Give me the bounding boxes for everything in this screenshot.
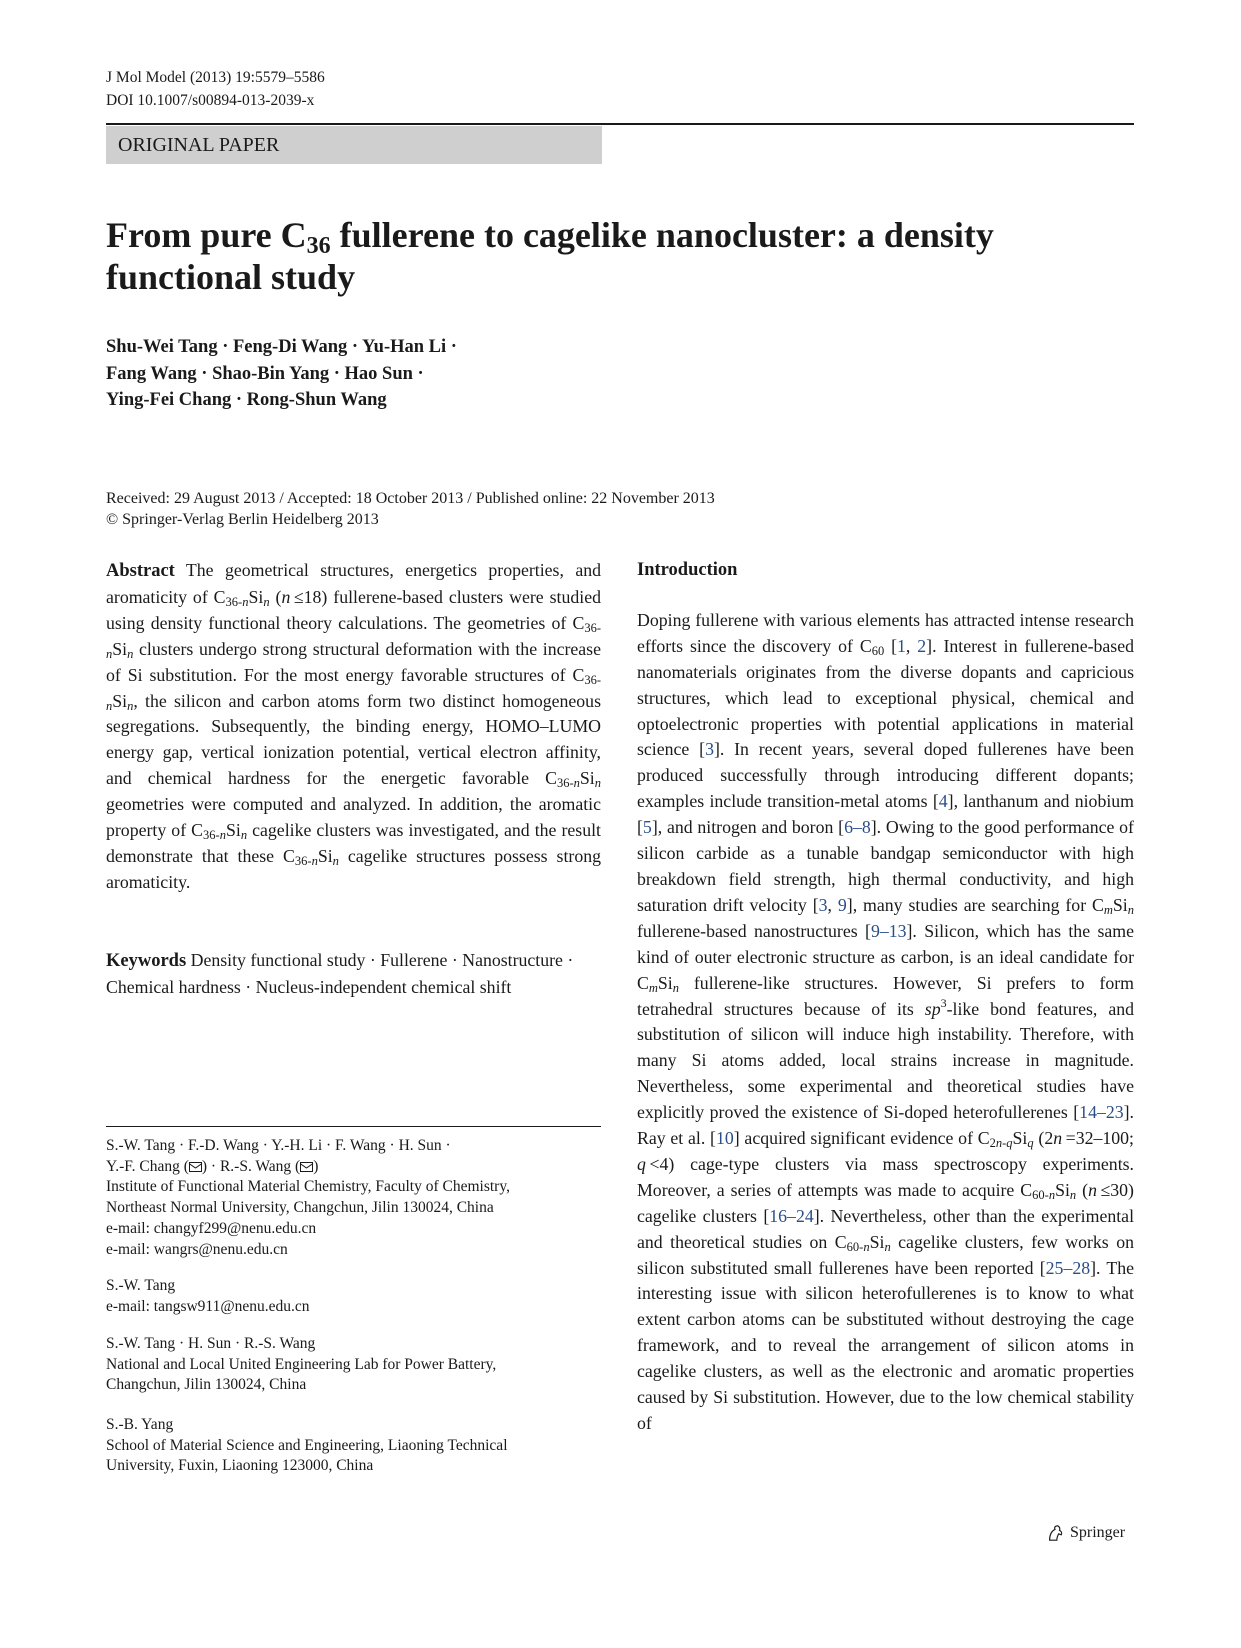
author-line: Ying-Fei Chang · Rong-Shun Wang (106, 390, 387, 410)
affiliation-block-4 (106, 1415, 601, 1477)
publisher-logo (1046, 1524, 1125, 1542)
publisher-name: Springer (1070, 1524, 1126, 1541)
affiliation-names: S.-B. Yang (106, 1416, 174, 1433)
email-envelope-icon (300, 1162, 313, 1172)
citation-link[interactable]: 3 (818, 894, 828, 915)
affiliation-institution: National and Local United Engineering Lab for Power Battery, (106, 1355, 497, 1373)
affiliation-institution: Changchun, Jilin 130024, China (106, 1376, 307, 1394)
affiliation-institution: School of Material Science and Engineering, Liaoning Technical (106, 1436, 508, 1454)
email-link[interactable]: e-mail: tangsw911@nenu.edu.cn (106, 1297, 310, 1315)
citation-link[interactable]: 10 (715, 1128, 734, 1149)
introduction-paragraph: Doping fullerene with various elements has attracted intense research efforts since the discovery of $C_{60}$ [1, 2]. Interest in fullerene-based nanomaterials originates from the diverse dopants and capricious structures, which lead to exceptional physical, chemical and optoelectronic properties with potential applications in material science [3]. In recent years, several doped fullerenes have been produced successfully through introducing different dopants; examples include transition-metal atoms [4], lanthanum and niobium [5], and nitrogen and boron [6–8]. Owing to the good performance of silicon carbide as a tunable bandgap semiconductor with high breakdown field strength, high thermal conductivity, and high saturation drift velocity [3, 9], many studies are searching for $C_mSi_n$ fullerene-based nanostructures [9–13]. Silicon, which has the same kind of outer electronic structure as carbon, is an ideal candidate for $C_mSi_n$ fullerene-like structures. However, Si prefers to form tetrahedral structures because of its $sp^3$-like bond features, and substitution of silicon will induce high instability. Therefore, with many Si atoms added, local strains increase in magnitude. Nevertheless, some experimental and theoretical studies have explicitly proved the existence of Si-doped heterofullerenes [14–23]. Ray et al. [10] acquired significant evidence of $C_{2n-q}Si_q$ (2n =32–100; q <4) cage-type clusters via mass spectroscopy experiments. Moreover, a series of attempts was made to acquire $C_{60-n}Si_n$ (n ≤30) cagelike clusters [16–24]. Nevertheless, other than the experimental and theoretical studies on $C_{60-n}Si_n$ cagelike clusters, few works on silicon substituted small fullerenes have been reported [25–28]. The interesting issue with silicon heterofullerenes is to know to what extent carbon atoms can be substituted without destroying the cage framework, and to reveal the arrangement of silicon atoms in cagelike clusters, as well as the electronic and aromatic properties caused by Si substitution. However, due to the low chemical stability of (637, 609, 1135, 1433)
affiliation-block-2 (106, 1276, 601, 1317)
section-tag: ORIGINAL PAPER (106, 126, 602, 164)
dates-line: Received: 29 August 2013 / Accepted: 18 October 2013 / Published online: 22 November 2013 (106, 490, 715, 507)
citation-link[interactable]: 6–8 (844, 817, 871, 838)
publication-dates (106, 488, 715, 530)
citation-link[interactable]: 9–13 (870, 920, 907, 941)
affiliation-names: S.-W. Tang · F.-D. Wang · Y.-H. Li · F. Wang · H. Sun · (106, 1137, 451, 1154)
abstract-heading: Abstract (106, 561, 175, 581)
citation-link[interactable]: 4 (938, 791, 948, 812)
journal-meta (106, 66, 325, 112)
title-line2: functional study (106, 257, 356, 297)
citation-link[interactable]: 9 (837, 894, 847, 915)
abstract-column (106, 558, 601, 1001)
introduction-column (637, 558, 1134, 1437)
journal-citation: J Mol Model (2013) 19:5579–5586 (106, 69, 325, 86)
author-line: Shu-Wei Tang · Feng-Di Wang · Yu-Han Li · (106, 337, 457, 357)
introduction-heading: Introduction (637, 560, 738, 580)
affiliation-institution: Institute of Functional Material Chemistry, Faculty of Chemistry, (106, 1178, 510, 1196)
citation-link[interactable]: 25–28 (1045, 1257, 1091, 1278)
citation-link[interactable]: 2 (917, 635, 927, 656)
author-line: Fang Wang · Shao-Bin Yang · Hao Sun · (106, 363, 424, 384)
email-envelope-icon (189, 1162, 202, 1172)
copyright-line: © Springer-Verlag Berlin Heidelberg 2013 (106, 511, 379, 528)
affiliation-block-3 (106, 1334, 601, 1396)
citation-link[interactable]: 3 (705, 739, 714, 760)
keywords-paragraph (106, 948, 601, 1001)
doi: DOI 10.1007/s00894-013-2039-x (106, 92, 315, 109)
affiliation-names: S.-W. Tang (106, 1277, 176, 1294)
affiliation-names: S.-W. Tang · H. Sun · R.-S. Wang (106, 1335, 316, 1352)
title-part1: From pure C (106, 215, 307, 255)
citation-link[interactable]: 5 (642, 817, 652, 838)
citation-link[interactable]: 14–23 (1079, 1102, 1124, 1123)
title-subscript: 36 (306, 233, 331, 259)
header-rule (106, 123, 1134, 125)
affiliation-institution: Northeast Normal University, Changchun, Jilin 130024, China (106, 1199, 494, 1217)
abstract-paragraph: Abstract The geometrical structures, energetics properties, and aromaticity of $C_{36-n}Si_n$ (n ≤18) fullerene-based clusters were studied using density functional theory calculations. The geometries of $C_{36-n}Si_n$ clusters undergo strong structural deformation with the increase of Si substitution. For the most energy favorable structures of $C_{36-n}Si_n$, the silicon and carbon atoms form two distinct homogeneous segregations. Subsequently, the binding energy, HOMO–LUMO energy gap, vertical ionization potential, vertical electron affinity, and chemical hardness for the energetic favorable $C_{36-n}Si_n$ geometries were computed and analyzed. In addition, the aromatic property of $C_{36-n}Si_n$ cagelike clusters was investigated, and the result demonstrate that these $C_{36-n}Si_n$ cagelike structures possess strong aromaticity. (106, 560, 602, 892)
email-link[interactable]: e-mail: changyf299@nenu.edu.cn (106, 1219, 317, 1237)
affiliation-block-1 (106, 1136, 601, 1260)
citation-link[interactable]: 16–24 (769, 1205, 814, 1226)
author-list (106, 334, 457, 414)
keywords-text: Density functional study · Fullerene · Nanostructure · Chemical hardness · Nucleus-independent chemical shift (106, 949, 574, 997)
affiliation-institution: University, Fuxin, Liaoning 123000, China (106, 1457, 374, 1475)
affiliation-names-corresponding: Y.-F. Chang ( ) · R.-S. Wang ( ) (106, 1157, 319, 1175)
affiliation-rule (106, 1126, 601, 1127)
citation-link[interactable]: 1 (897, 635, 906, 656)
springer-horse-icon (1046, 1524, 1064, 1542)
title-part2: fullerene to cagelike nanocluster: a density (330, 215, 994, 255)
email-link[interactable]: e-mail: wangrs@nenu.edu.cn (106, 1240, 288, 1258)
keywords-heading: Keywords (106, 950, 187, 971)
paper-title (106, 214, 1106, 298)
